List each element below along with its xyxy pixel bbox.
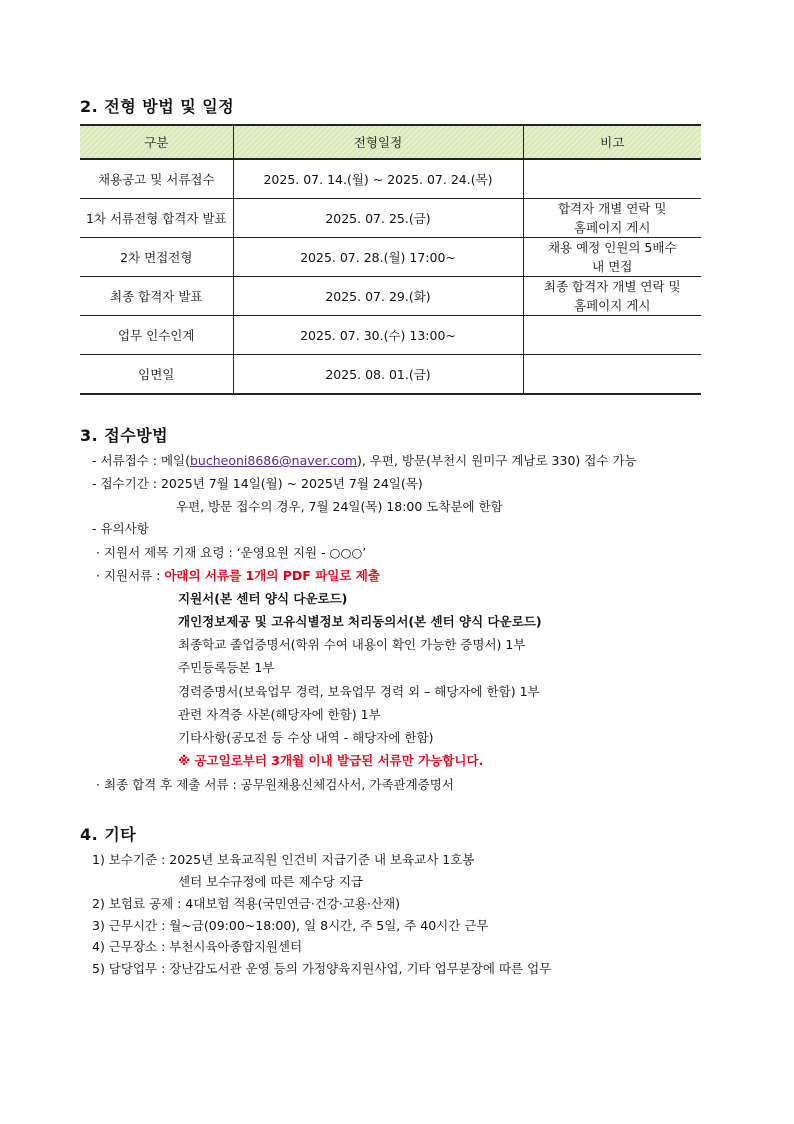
- cell-date: 2025. 07. 30.(수) 13:00~: [233, 316, 523, 355]
- doc-license-copy: 관련 자격증 사본(해당자에 한함) 1부: [178, 707, 381, 722]
- docs-label: · 지원서류 :: [96, 568, 165, 583]
- section-3-title: 3. 접수방법: [80, 426, 169, 445]
- section-4-title: 4. 기타: [80, 825, 137, 844]
- item-salary: 1) 보수기준 : 2025년 보육교직원 인건비 지급기준 내 보육교사 1호봉: [92, 852, 475, 867]
- cell-note: [523, 199, 701, 238]
- doc-career-certificate: 경력증명서(보육업무 경력, 보육업무 경력 외 – 해당자에 한함) 1부: [178, 684, 540, 699]
- period-note: 우편, 방문 접수의 경우, 7월 24일(목) 18:00 도착분에 한함: [176, 499, 503, 514]
- table-row: [80, 159, 701, 199]
- note-line-1: 채용 예정 인원의 5배수: [547, 240, 677, 255]
- schedule-table: [80, 124, 701, 395]
- cell-note: [523, 355, 701, 395]
- cell-note: [523, 159, 701, 199]
- title-rule: · 지원서 제목 기재 요령 : ‘운영요원 지원 - ○○○’: [96, 545, 367, 560]
- table-header-row: [80, 125, 701, 159]
- item-work-hours: 3) 근무시간 : 월~금(09:00~18:00), 일 8시간, 주 5일, 주 40시간 근무: [92, 918, 489, 933]
- doc-consent-form: 개인정보제공 및 고유식별정보 처리동의서(본 센터 양식 다운로드): [178, 614, 542, 629]
- item-duties: 5) 담당업무 : 장난감도서관 운영 등의 가정양육지원사업, 기타 업무분장에 따른 업무: [92, 961, 552, 976]
- period-line: - 접수기간 : 2025년 7월 14일(월) ~ 2025년 7월 24일(목): [92, 476, 423, 491]
- cell-note: [523, 238, 701, 277]
- cell-stage: 2차 면접전형: [80, 238, 233, 277]
- doc-validity-warning: ※ 공고일로부터 3개월 이내 발급된 서류만 가능합니다.: [178, 753, 484, 768]
- cell-date: 2025. 08. 01.(금): [233, 355, 523, 395]
- note-line-1: 합격자 개별 연락 및: [557, 201, 667, 216]
- cell-note: [523, 316, 701, 355]
- header-note: 비고: [523, 125, 701, 159]
- section-2-title: 2. 전형 방법 및 일정: [80, 97, 235, 116]
- cell-stage: 채용공고 및 서류접수: [80, 159, 233, 199]
- table-row: [80, 238, 701, 277]
- note-line-2: 홈페이지 게시: [574, 220, 651, 235]
- note-line-1: 최종 합격자 개별 연락 및: [543, 279, 681, 294]
- table-row: [80, 316, 701, 355]
- cell-stage: 최종 합격자 발표: [80, 277, 233, 316]
- cell-stage: 1차 서류전형 합격자 발표: [80, 199, 233, 238]
- docs-instruction: 아래의 서류를 1개의 PDF 파일로 제출: [164, 568, 380, 583]
- header-schedule: 전형일정: [233, 125, 523, 159]
- doc-etc: 기타사항(공모전 등 수상 내역 - 해당자에 한함): [178, 730, 434, 745]
- submission-suffix: ), 우편, 방문(부천시 원미구 계남로 330) 접수 가능: [357, 453, 637, 468]
- cell-note: [523, 277, 701, 316]
- table-row: [80, 355, 701, 395]
- note-line-2: 홈페이지 게시: [574, 298, 651, 313]
- submission-line: [92, 451, 637, 469]
- cell-stage: 업무 인수인계: [80, 316, 233, 355]
- header-stage: 구분: [80, 125, 233, 159]
- table-row: [80, 277, 701, 316]
- table-row: [80, 199, 701, 238]
- doc-resident-registration: 주민등록등본 1부: [178, 660, 275, 675]
- item-work-place: 4) 근무장소 : 부천시육아종합지원센터: [92, 939, 303, 954]
- docs-line: [96, 566, 380, 584]
- final-docs-line: · 최종 합격 후 제출 서류 : 공무원채용신체검사서, 가족관계증명서: [96, 777, 454, 792]
- item-salary-note: 센터 보수규정에 따른 제수당 지급: [178, 874, 363, 889]
- cell-date: 2025. 07. 28.(월) 17:00~: [233, 238, 523, 277]
- email-link[interactable]: bucheoni8686@naver.com: [189, 453, 358, 468]
- cell-date: 2025. 07. 29.(화): [233, 277, 523, 316]
- cell-stage: 임면일: [80, 355, 233, 395]
- cell-date: 2025. 07. 25.(금): [233, 199, 523, 238]
- doc-graduation-certificate: 최종학교 졸업증명서(학위 수여 내용이 확인 가능한 증명서) 1부: [178, 637, 526, 652]
- cell-date: 2025. 07. 14.(월) ~ 2025. 07. 24.(목): [233, 159, 523, 199]
- notice-heading: - 유의사항: [92, 521, 149, 536]
- doc-application-form: 지원서(본 센터 양식 다운로드): [178, 591, 348, 606]
- note-line-2: 내 면접: [592, 259, 633, 274]
- item-insurance: 2) 보험료 공제 : 4대보험 적용(국민연금·건강·고용·산재): [92, 896, 401, 911]
- submission-prefix: - 서류접수 : 메일(: [92, 453, 190, 468]
